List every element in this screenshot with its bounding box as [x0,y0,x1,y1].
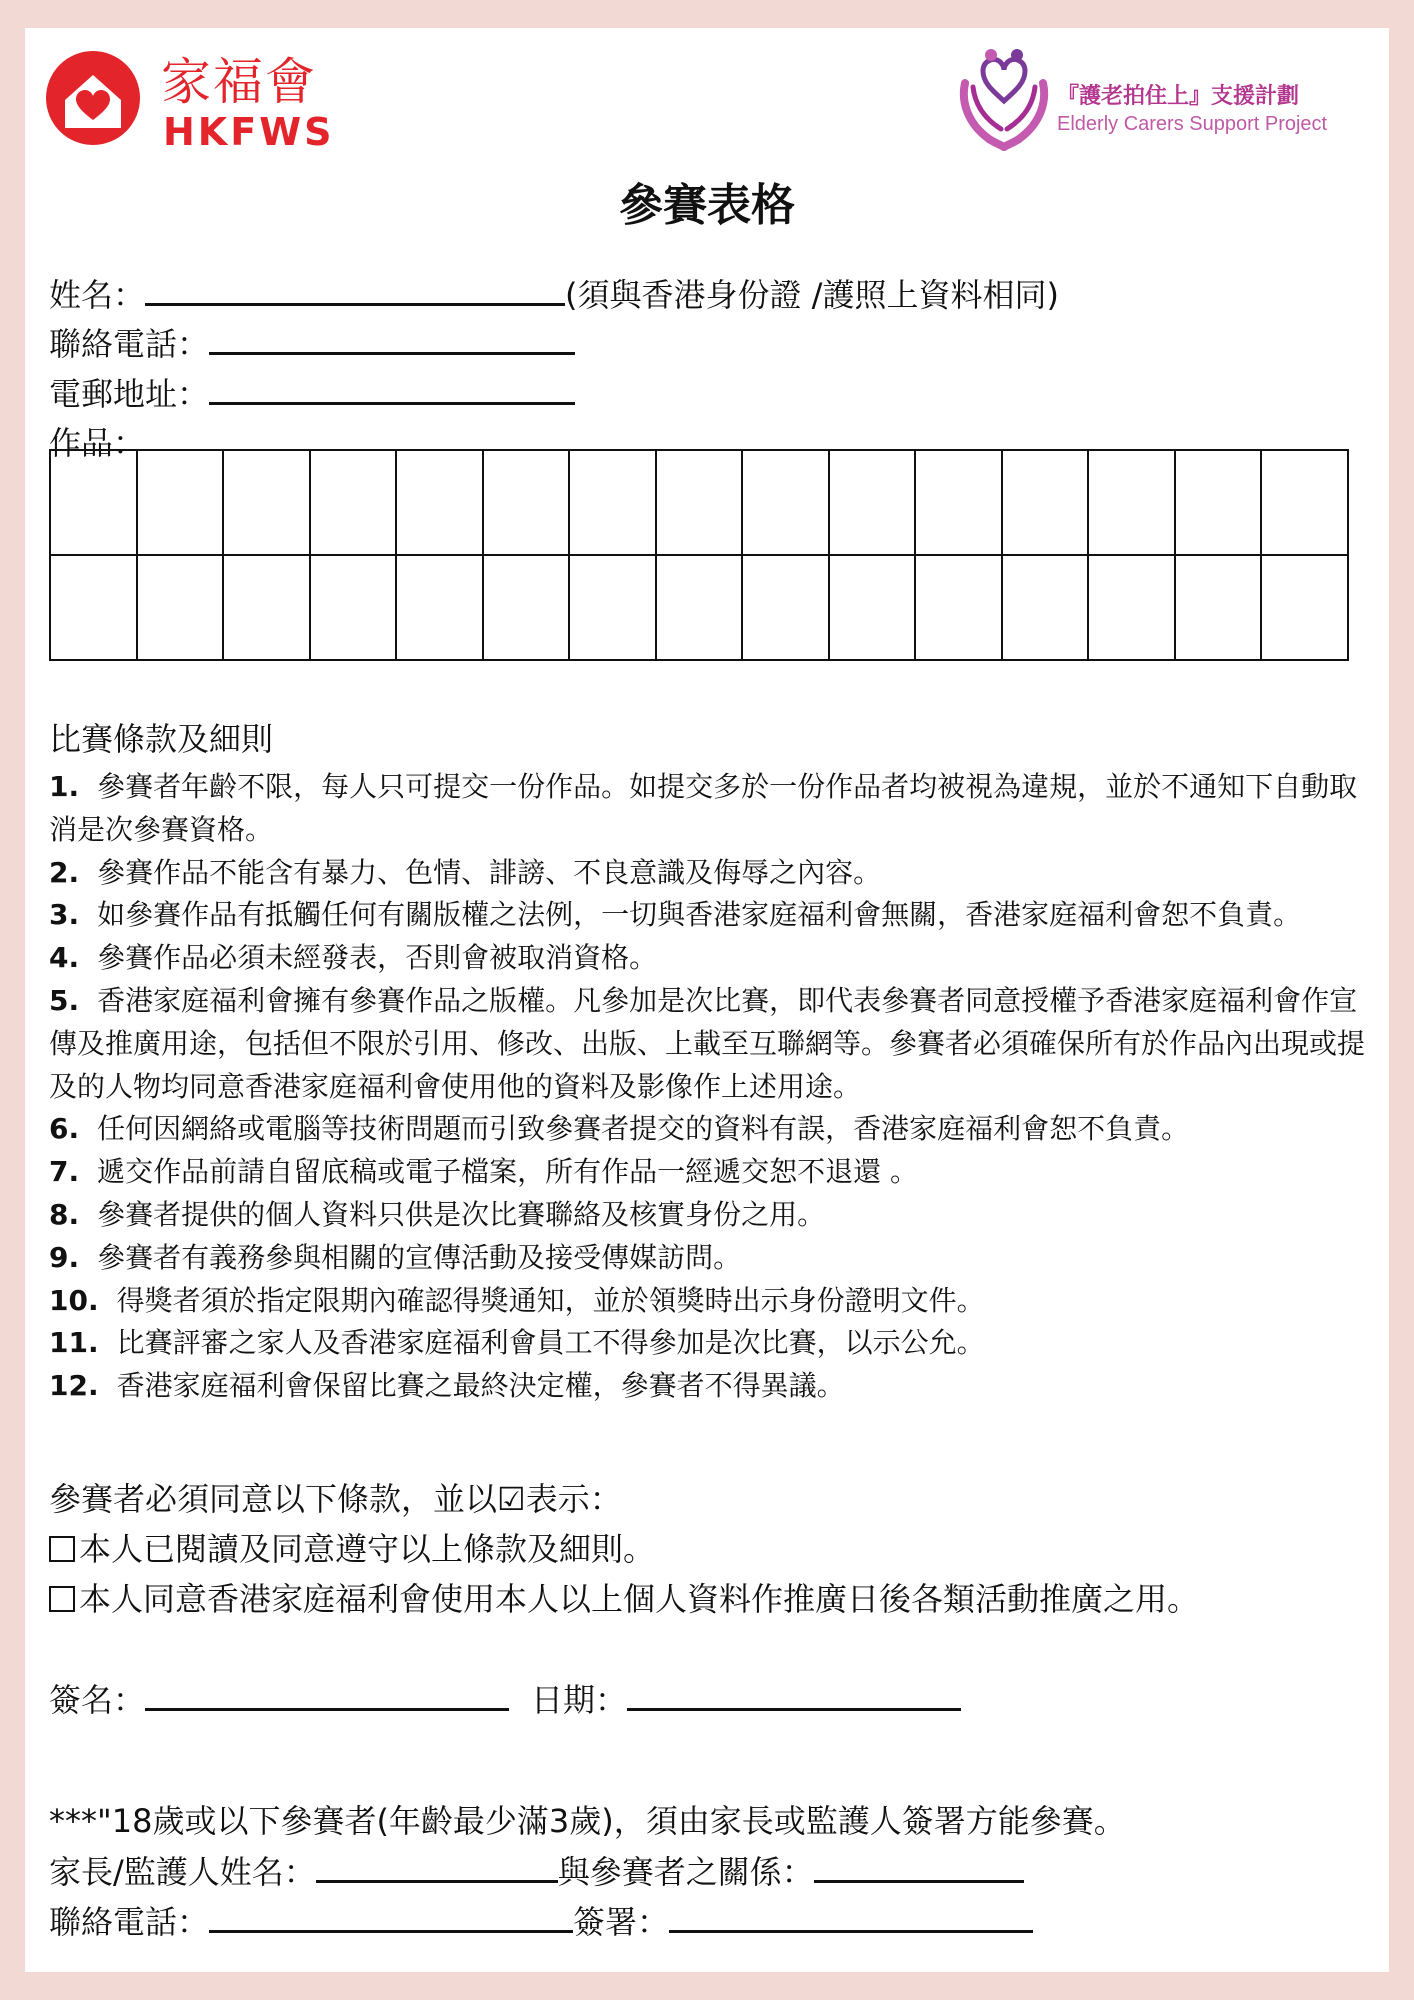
signature-row [49,1678,961,1721]
work-grid-cell[interactable] [657,451,744,556]
project-logo [955,43,1375,163]
work-grid-cell[interactable] [224,556,311,661]
work-grid-cell[interactable] [311,556,398,661]
guardian-sign-label: 簽署： [573,1903,670,1941]
term-text: 比賽評審之家人及香港家庭福利會員工不得參加是次比賽，以示公允。 [116,1326,985,1360]
consent-checkbox-2[interactable] [49,1586,75,1612]
org-name-en: HKFWS [163,110,335,154]
term-item [49,894,1369,937]
work-grid-cell[interactable] [138,451,225,556]
phone-label: 聯絡電話： [49,325,210,363]
term-item [49,1151,1369,1194]
work-grid-cell[interactable] [830,556,917,661]
work-grid-cell[interactable] [1003,451,1090,556]
term-number: 2. [49,855,80,889]
term-text: 參賽者有義務參與相關的宣傳活動及接受傳媒訪問。 [97,1240,742,1274]
org-name-cn: 家福會 [161,53,317,111]
terms-heading: 比賽條款及細則 [49,720,274,758]
terms-list [49,766,1369,1408]
work-grid-cell[interactable] [830,451,917,556]
work-grid-cell[interactable] [916,451,1003,556]
term-text: 香港家庭福利會擁有參賽作品之版權。凡參加是次比賽，即代表參賽者同意授權予香港家庭福利會作宣傳及推廣用途，包括但不限於引用、修改、出版、上載至互聯網等。參賽者必須確保所有於作品內出現或提及的人物均同意香港家庭福利會使用他的資料及影像作上述用途。 [49,983,1366,1103]
term-text: 參賽作品必須未經發表，否則會被取消資格。 [97,941,658,975]
caring-hands-icon [955,43,1053,153]
work-grid-cell[interactable] [657,556,744,661]
guardian-phone-label: 聯絡電話： [49,1903,210,1941]
term-text: 參賽者提供的個人資料只供是次比賽聯絡及核實身份之用。 [97,1197,826,1231]
guardian-note: ***"18歲或以下參賽者(年齡最少滿3歲)，須由家長或監護人簽署方能參賽。 [49,1802,1126,1840]
work-grid-cell[interactable] [1176,556,1263,661]
guardian-name-label: 家長/監護人姓名： [49,1853,316,1891]
name-note: (須與香港身份證 /護照上資料相同) [565,276,1059,314]
work-grid-cell[interactable] [1262,451,1349,556]
work-grid-cell[interactable] [51,556,138,661]
consent-option-2 [49,1578,1199,1620]
consent-option-2-label: 本人同意香港家庭福利會使用本人以上個人資料作推廣日後各類活動推廣之用。 [79,1580,1200,1618]
email-input-line[interactable] [209,372,575,405]
work-grid-cell[interactable] [484,556,571,661]
form-title: 參賽表格 [619,180,795,231]
guardian-phone-row [49,1900,1033,1943]
term-item [49,852,1369,895]
work-grid-cell[interactable] [743,556,830,661]
name-input-line[interactable] [145,273,565,306]
email-row [49,372,575,415]
term-number: 9. [49,1240,80,1274]
hkfws-logo [43,48,343,158]
term-item [49,1237,1369,1280]
term-text: 參賽作品不能含有暴力、色情、誹謗、不良意識及侮辱之內容。 [97,855,882,889]
consent-intro: 參賽者必須同意以下條款，並以☑表示： [49,1480,622,1518]
term-item [49,1280,1369,1323]
term-number: 12. [49,1369,99,1403]
work-grid-cell[interactable] [743,451,830,556]
name-row [49,273,1059,316]
work-grid-cell[interactable] [1089,451,1176,556]
work-grid-cell[interactable] [397,451,484,556]
relation-input-line[interactable] [814,1850,1024,1883]
consent-checkbox-1[interactable] [49,1536,75,1562]
term-number: 10. [49,1283,99,1317]
consent-option-1-label: 本人已閱讀及同意遵守以上條款及細則。 [79,1530,656,1568]
term-item [49,937,1369,980]
guardian-phone-input-line[interactable] [209,1900,573,1933]
work-grid-cell[interactable] [570,556,657,661]
form-sheet [25,28,1389,1972]
work-grid-cell[interactable] [1003,556,1090,661]
work-grid-cell[interactable] [138,556,225,661]
term-number: 4. [49,941,80,975]
work-grid-cell[interactable] [1089,556,1176,661]
project-name-en: Elderly Carers Support Project [1057,113,1328,135]
guardian-name-input-line[interactable] [316,1850,558,1883]
phone-input-line[interactable] [209,322,575,355]
work-grid-cell[interactable] [397,556,484,661]
work-grid-cell[interactable] [1176,451,1263,556]
work-grid-cell[interactable] [224,451,311,556]
project-name-cn: 『護老拍住上』支援計劃 [1057,84,1300,109]
guardian-name-row [49,1850,1024,1893]
work-entry-grid[interactable] [49,449,1349,661]
work-grid-cell[interactable] [916,556,1003,661]
term-item [49,980,1369,1108]
term-text: 得獎者須於指定限期內確認得獎通知，並於領獎時出示身份證明文件。 [116,1283,985,1317]
work-grid-cell[interactable] [1262,556,1349,661]
work-grid-cell[interactable] [51,451,138,556]
term-number: 8. [49,1197,80,1231]
phone-row [49,322,575,365]
name-label: 姓名： [49,276,146,314]
signature-input-line[interactable] [145,1678,509,1711]
term-number: 3. [49,898,80,932]
term-text: 參賽者年齡不限，每人只可提交一份作品。如提交多於一份作品者均被視為違規，並於不通知下自動取消是次參賽資格。 [49,770,1358,846]
work-grid-cell[interactable] [484,451,571,556]
date-input-line[interactable] [627,1678,961,1711]
work-grid-cell[interactable] [311,451,398,556]
consent-option-1 [49,1528,655,1570]
term-number: 5. [49,983,80,1017]
term-item [49,766,1369,852]
relation-label: 與參賽者之關係： [557,1853,814,1891]
term-item [49,1365,1369,1408]
term-number: 7. [49,1155,80,1189]
term-text: 如參賽作品有抵觸任何有關版權之法例，一切與香港家庭福利會無關，香港家庭福利會恕不負責。 [97,898,1302,932]
work-label: 作品： [49,424,146,462]
date-label: 日期： [531,1681,628,1719]
term-item [49,1322,1369,1365]
house-heart-icon [43,48,143,148]
term-text: 香港家庭福利會保留比賽之最終決定權，參賽者不得異議。 [116,1369,845,1403]
term-number: 1. [49,770,80,803]
guardian-sign-input-line[interactable] [669,1900,1033,1933]
term-number: 6. [49,1112,80,1146]
email-label: 電郵地址： [49,375,210,413]
signature-label: 簽名： [49,1681,146,1719]
term-item [49,1108,1369,1151]
term-text: 任何因網絡或電腦等技術問題而引致參賽者提交的資料有誤，香港家庭福利會恕不負責。 [97,1112,1190,1146]
term-text: 遞交作品前請自留底稿或電子檔案，所有作品一經遞交恕不退還 。 [97,1155,919,1189]
work-grid-cell[interactable] [570,451,657,556]
term-item [49,1194,1369,1237]
term-number: 11. [49,1326,99,1360]
